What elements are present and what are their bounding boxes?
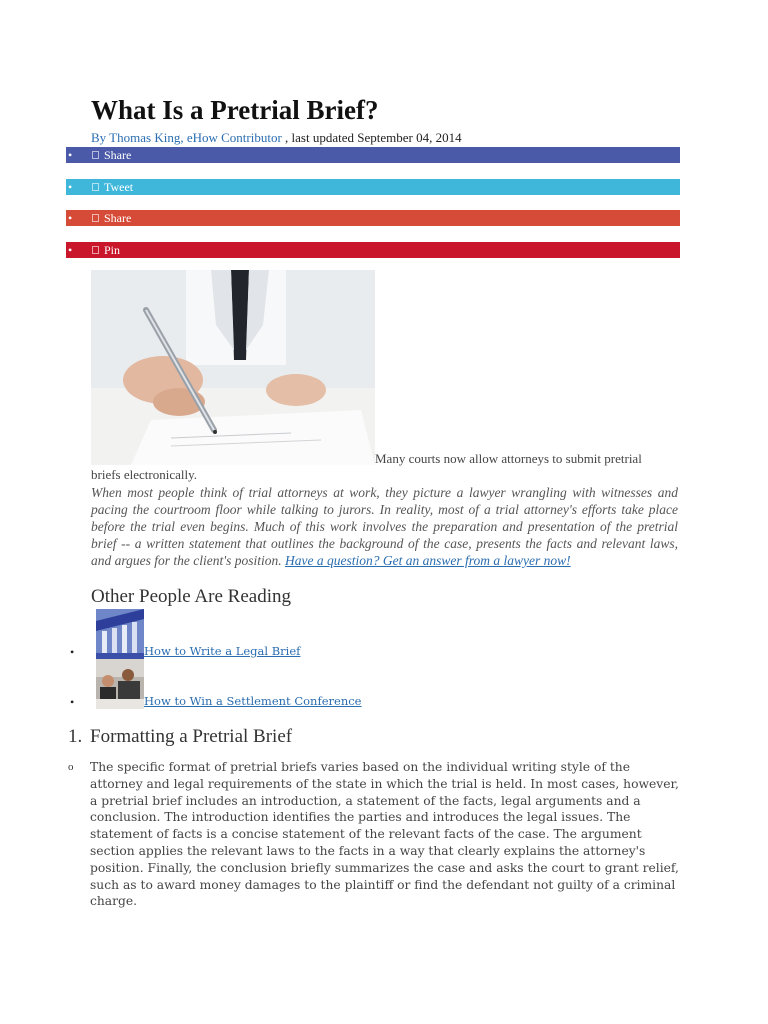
meeting-thumbnail-icon[interactable] — [96, 659, 144, 709]
legal-brief-link[interactable]: How to Write a Legal Brief — [144, 644, 301, 658]
section-heading — [68, 726, 292, 748]
pen-writing-photo — [91, 270, 375, 465]
ask-lawyer-link[interactable]: Have a question? Get an answer from a lawyer now! — [285, 553, 571, 568]
last-updated: , last updated September 04, 2014 — [285, 130, 462, 145]
intro-paragraph — [91, 484, 678, 569]
tweet-button[interactable] — [66, 179, 680, 195]
intro-text: When most people think of trial attorneys at work, they picture a lawyer wrangling with witnesses and pacing the courtroom floor while talking to jurors. In reality, most of a trial attorney's efforts take place before the trial even begins. Much of this work involves the preparation and presentation of the pretrial brief -- a written statement that outlines the background of the case, presents the facts and relevant laws, and argues for the client's position. — [91, 485, 678, 568]
image-caption: Many courts now allow attorneys to submit pretrial briefs electronically. — [91, 451, 642, 482]
share-bullet: • — [68, 180, 73, 194]
section-body — [68, 759, 680, 910]
google-share-button[interactable] — [66, 210, 680, 226]
settlement-conference-link[interactable]: How to Win a Settlement Conference — [144, 694, 362, 708]
list-bullet: • — [70, 695, 75, 709]
courthouse-thumbnail-icon[interactable] — [96, 609, 144, 659]
section-title: Formatting a Pretrial Brief — [90, 726, 293, 747]
share-bullet: • — [68, 148, 73, 162]
byline — [91, 130, 462, 146]
article-photo — [91, 270, 375, 465]
share-bullet: • — [68, 243, 73, 257]
share-bullet: • — [68, 211, 73, 225]
pin-button[interactable] — [66, 242, 680, 258]
article-title: What Is a Pretrial Brief? — [91, 95, 379, 125]
pinterest-icon — [92, 246, 99, 254]
facebook-share-button[interactable] — [66, 147, 680, 163]
list-bullet: o — [68, 761, 74, 773]
share-label: Share — [104, 211, 132, 225]
google-plus-icon — [92, 214, 99, 222]
pin-label: Pin — [104, 243, 121, 257]
section-number: 1. — [68, 726, 83, 747]
other-reading-heading: Other People Are Reading — [91, 586, 291, 607]
list-bullet: • — [70, 645, 75, 659]
tweet-label: Tweet — [104, 180, 134, 194]
author-link[interactable]: By Thomas King, eHow Contributor — [91, 130, 282, 145]
section-paragraph: The specific format of pretrial briefs varies based on the individual writing style of the attorney and legal requirements of the state in which the trial is held. In most cases, however, a pretrial brief includes an introduction, a statement of the facts, legal arguments and a conclusion. The introduction identifies the parties and introduces the legal issues. The statement of facts is a concise statement of the relevant facts of the case. The argument section applies the relevant laws to the facts in a way that clearly explains the attorney's position. Finally, the conclusion briefly summarizes the case and asks the court to grant relief, such as to award money damages to the plaintiff or find the defendant not guilty of a criminal charge. — [90, 760, 679, 909]
share-label: Share — [104, 148, 132, 162]
facebook-icon — [92, 151, 99, 159]
twitter-icon — [92, 183, 99, 191]
